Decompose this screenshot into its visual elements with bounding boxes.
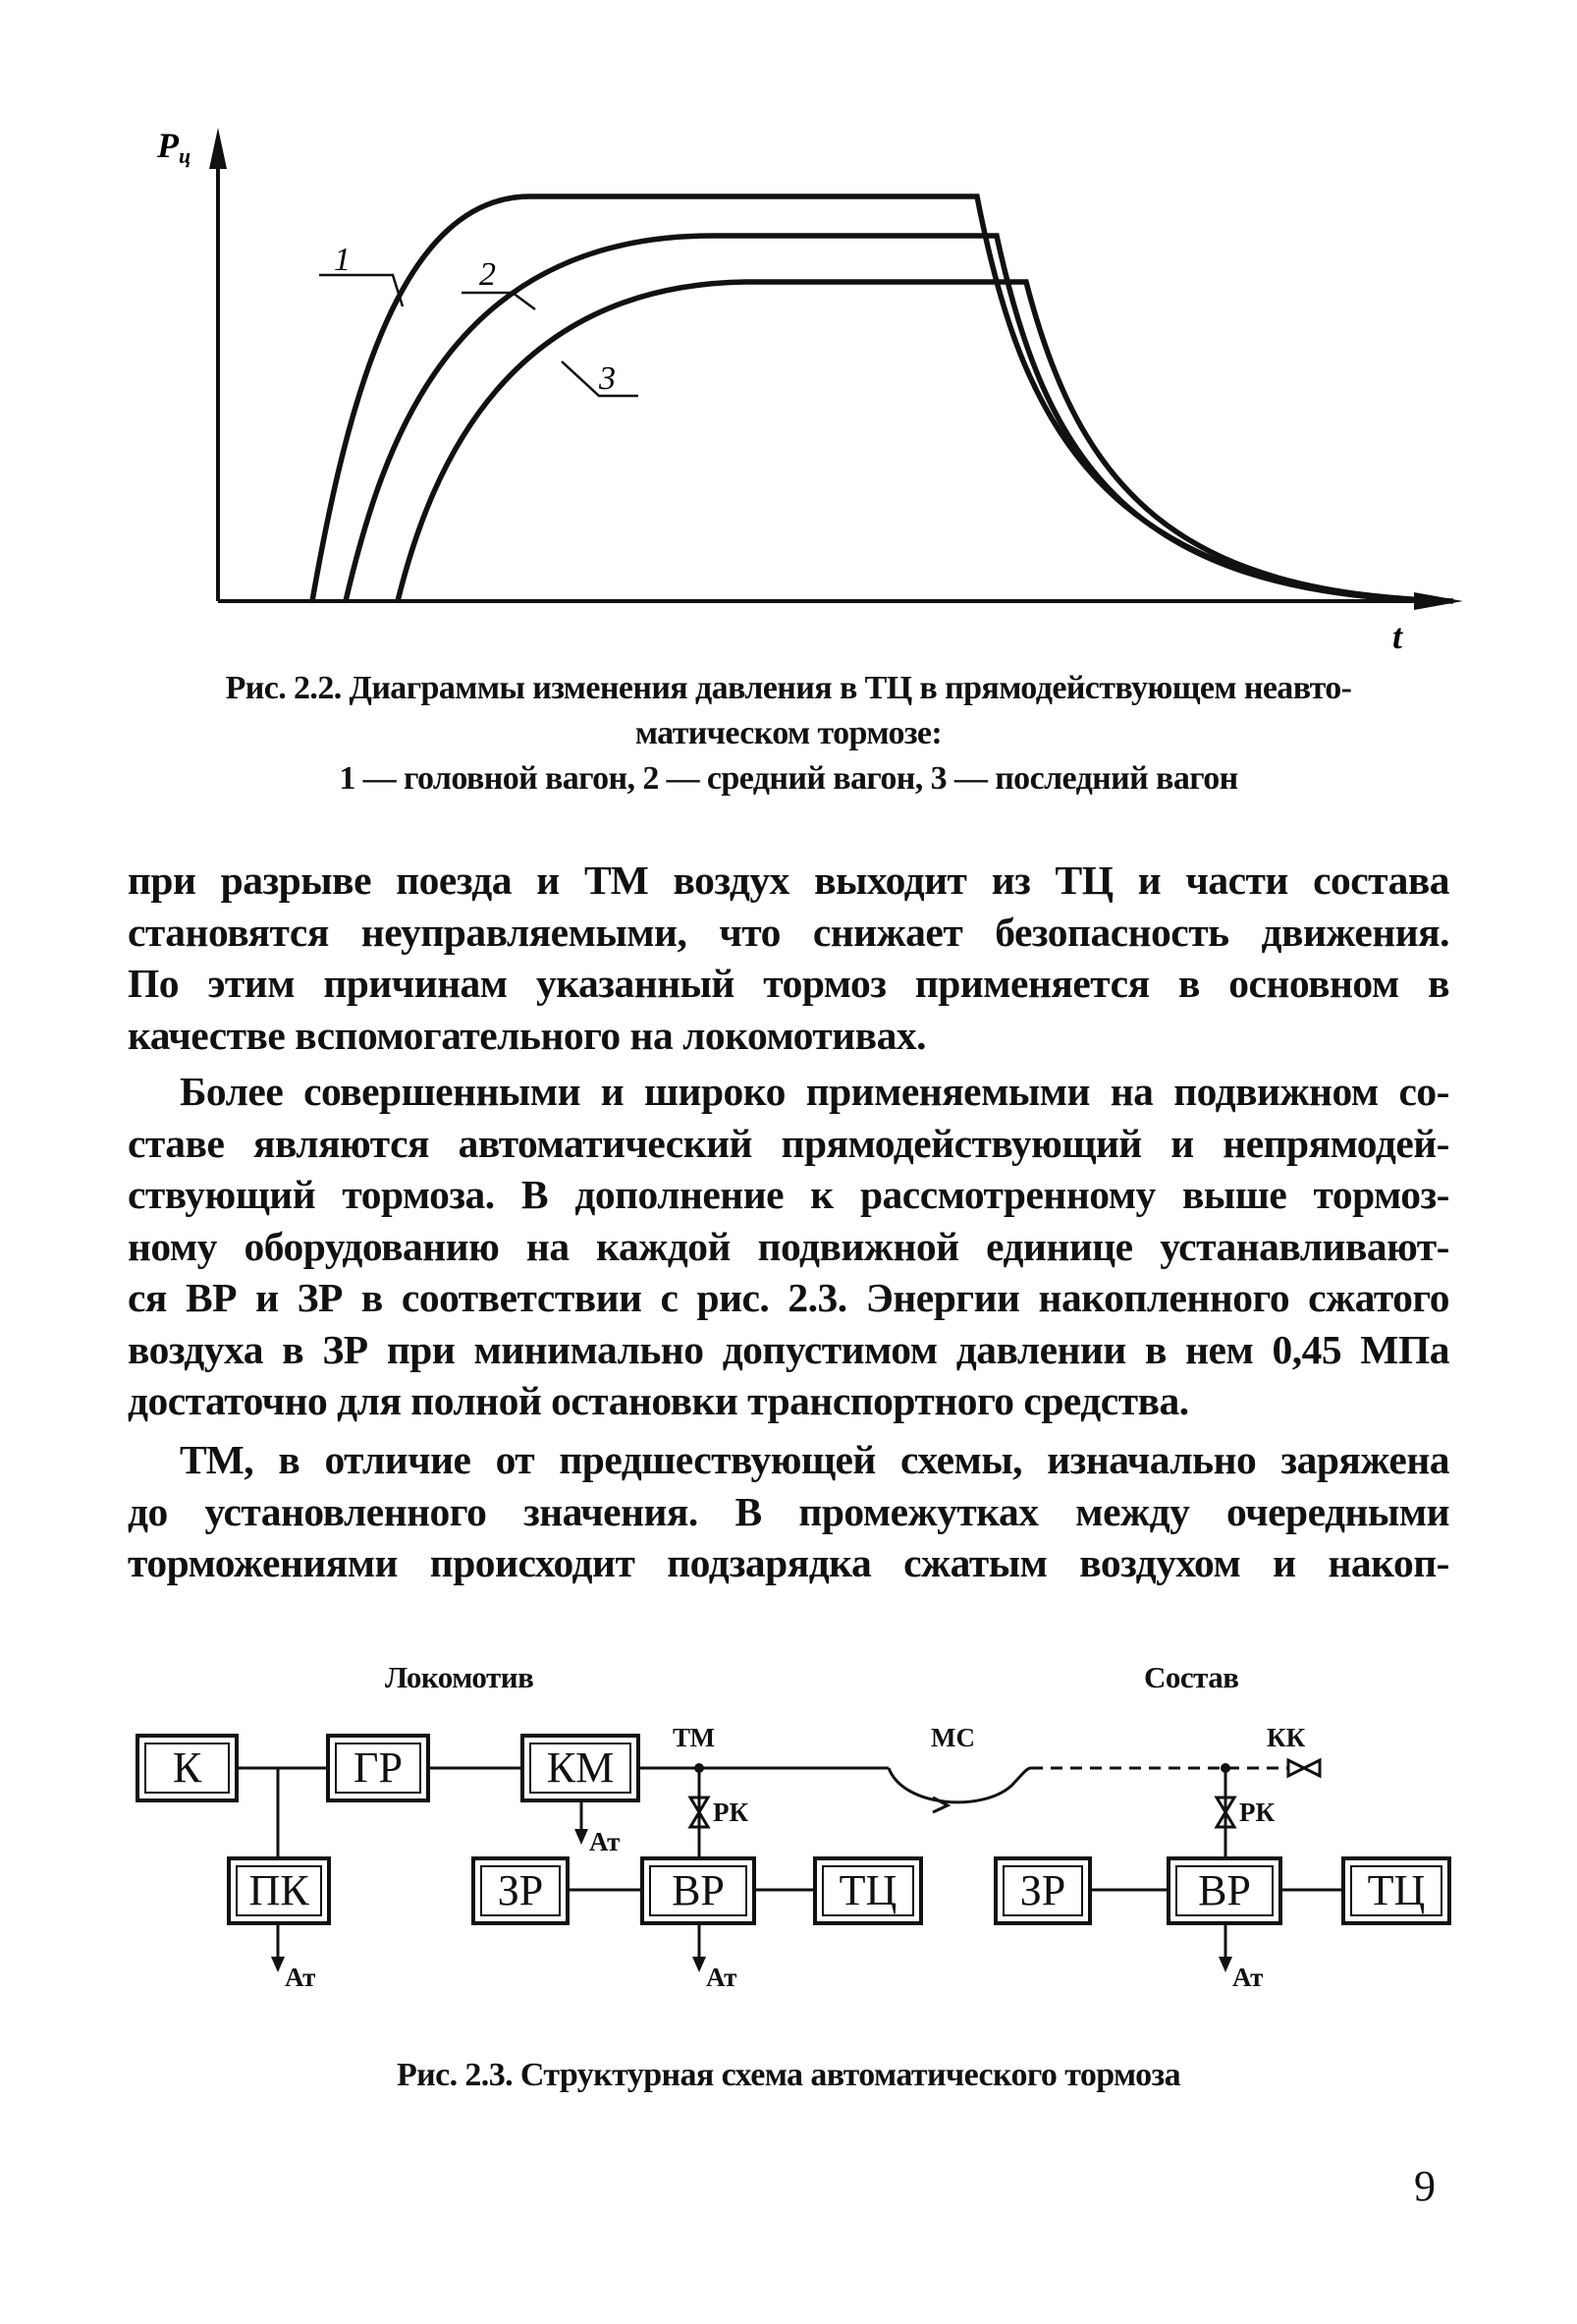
- text-line: при разрыве поезда и ТМ воздух выходит из ТЦ и части состава: [128, 858, 1449, 903]
- label-tm: ТМ: [673, 1723, 716, 1752]
- label-at-km: Ат: [589, 1827, 621, 1856]
- figure-2-2-caption-line-2: матическом тормозе:: [634, 715, 943, 751]
- text-line: ТМ, в отличие от предшествующей схемы, изначально заряжена: [180, 1437, 1449, 1482]
- text-line: торможениями происходит подзарядка сжатым воздухом и накоп-: [128, 1540, 1449, 1585]
- box-brake-cylinder-train: ТЦ: [1341, 1856, 1451, 1925]
- paragraph-2: [128, 1066, 1449, 1427]
- y-axis-arrow: [209, 128, 227, 169]
- text-line: качестве вспомогательного на локомотивах.: [128, 1012, 926, 1058]
- x-axis-label: t: [1392, 617, 1403, 656]
- box-drivers-valve: КМ: [520, 1734, 640, 1802]
- text-line: Более совершенными и широко применяемыми на подвижном со-: [180, 1069, 1449, 1114]
- text-line: до установленного значения. В промежутках между очередными: [128, 1488, 1449, 1534]
- page-number: 9: [1414, 2162, 1436, 2210]
- text-line: ставе являются автоматический прямодействующий и непрямодей-: [128, 1120, 1449, 1166]
- text-line: ся ВР и ЗР в соответствии с рис. 2.3. Энергии накопленного сжатого: [128, 1275, 1449, 1320]
- curve-3: [398, 282, 1453, 601]
- box-aux-reservoir-loco: ЗР: [471, 1856, 570, 1925]
- curve-2-label: 2: [479, 256, 496, 293]
- box-compressor: К: [136, 1734, 239, 1802]
- vr-train-exhaust-arrow: [1219, 1957, 1232, 1972]
- km-exhaust-arrow: [574, 1829, 588, 1845]
- tm-junction-loco: [694, 1763, 704, 1773]
- label-at-vr-loco: Ат: [706, 1963, 737, 1992]
- box-main-reservoir: ГР: [326, 1734, 430, 1802]
- text-line: достаточно для полной остановки транспортного средства.: [128, 1378, 1189, 1423]
- curve-1-leader: [319, 275, 403, 306]
- hose-connection: [889, 1768, 1031, 1802]
- figure-2-2-caption-line-3: 1 — головной вагон, 2 — средний вагон, 3 — последний вагон: [339, 760, 1238, 797]
- label-rk-loco: РК: [713, 1798, 749, 1827]
- paragraph-1: [128, 855, 1449, 1061]
- text-line: воздуха в ЗР при минимально допустимом давлении в нем 0,45 МПа: [128, 1326, 1449, 1372]
- y-axis-label: Pц: [157, 126, 191, 168]
- text-line: По этим причинам указанный тормоз применяется в основном в: [128, 961, 1449, 1006]
- figure-2-2-caption-line-1: Рис. 2.2. Диаграммы изменения давления в ТЦ в прямодействующем неавто-: [225, 670, 1352, 706]
- pk-exhaust-arrow: [271, 1957, 285, 1972]
- box-brake-cylinder-loco: ТЦ: [813, 1856, 923, 1925]
- box-air-distributor-loco: ВР: [640, 1856, 756, 1925]
- label-rk-train: РК: [1239, 1798, 1276, 1827]
- train-label: Состав: [1144, 1660, 1239, 1694]
- text-line: становятся неуправляемыми, что снижает безопасность движения.: [128, 909, 1449, 955]
- label-ms: МС: [931, 1723, 975, 1752]
- locomotive-label: Локомотив: [385, 1660, 534, 1694]
- box-air-distributor-train: ВР: [1167, 1856, 1282, 1925]
- pressure-diagram: [0, 0, 1577, 688]
- figure-2-3-caption: Рис. 2.3. Структурная схема автоматического тормоза: [396, 2057, 1181, 2093]
- kk-valve-icon: [1288, 1760, 1320, 1776]
- box-aux-reservoir-train: ЗР: [994, 1856, 1092, 1925]
- curve-1-label: 1: [334, 242, 351, 278]
- label-at-vr-train: Ат: [1232, 1963, 1264, 1992]
- label-kk: КК: [1267, 1723, 1306, 1752]
- curve-2: [346, 236, 1443, 601]
- curve-3-label: 3: [599, 360, 616, 397]
- tm-junction-train: [1221, 1763, 1230, 1773]
- box-safety-valve: ПК: [227, 1856, 331, 1925]
- label-at-pk: Ат: [285, 1963, 316, 1992]
- paragraph-3: [128, 1434, 1449, 1589]
- text-line: ствующий тормоза. В дополнение к рассмотренному выше тормоз-: [128, 1172, 1449, 1217]
- vr-loco-exhaust-arrow: [692, 1957, 706, 1972]
- text-line: ному оборудованию на каждой подвижной единице устанавливают-: [128, 1223, 1449, 1269]
